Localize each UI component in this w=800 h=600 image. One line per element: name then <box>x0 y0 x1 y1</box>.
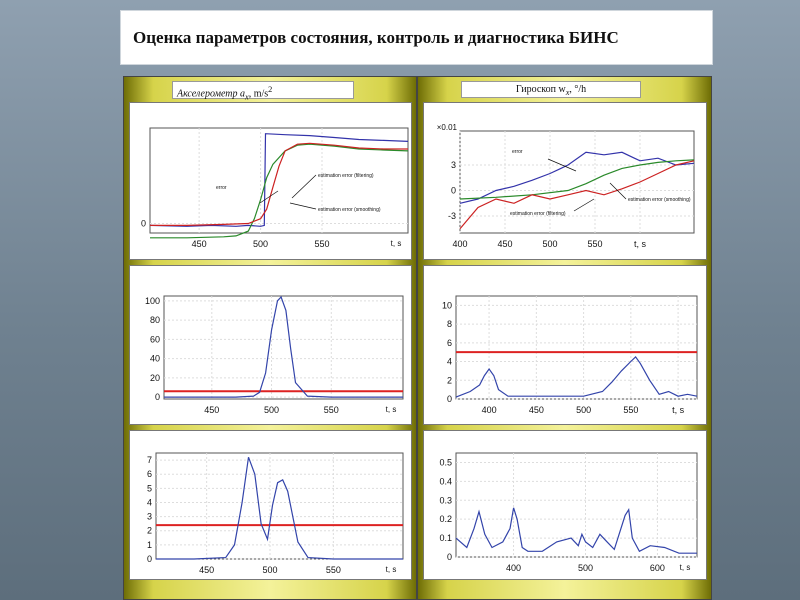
y-tick-label: 6 <box>146 469 152 480</box>
x-tick-label: 550 <box>325 565 341 575</box>
y-tick-label: 0.1 <box>439 533 452 544</box>
x-tick-label: 450 <box>528 405 544 415</box>
x-tick-label: 400 <box>481 405 497 415</box>
x-tick-label: 400 <box>452 239 468 249</box>
plot-frame <box>456 453 697 557</box>
gyroscope-column <box>417 76 712 600</box>
y-tick-label: 0 <box>146 554 152 564</box>
accelerometer-label-sup: 2 <box>268 85 273 94</box>
series-line-0 <box>156 457 403 559</box>
y-tick-label: 10 <box>441 300 452 311</box>
annotation-pointer <box>574 199 594 211</box>
x-tick-label: 400 <box>506 563 522 573</box>
annotation-error: error <box>512 149 523 155</box>
accel-diag1-panel <box>129 265 412 425</box>
accel-estimation-panel <box>129 102 412 260</box>
y-tick-label: 0.3 <box>439 495 452 506</box>
gyroscope-label-unit: , °/h <box>569 84 587 95</box>
plot-frame <box>150 128 408 233</box>
y-tick-label: 0.2 <box>439 514 452 525</box>
plot-frame <box>156 453 403 559</box>
y-scale-label: ×0.01 <box>436 123 457 132</box>
y-tick-label: 20 <box>149 372 160 383</box>
x-tick-label: 500 <box>262 565 278 575</box>
accel-diag2-panel <box>129 430 412 580</box>
x-tick-label: 550 <box>314 239 330 249</box>
x-tick-label: 500 <box>264 405 280 415</box>
series-line-0 <box>456 357 697 397</box>
y-tick-label: 3 <box>146 511 152 522</box>
gyro-diag2-panel <box>423 430 707 580</box>
series-line-2 <box>460 161 694 229</box>
slide-title-box <box>120 10 713 65</box>
gyroscope-label-name: Гироскоп w <box>515 84 566 95</box>
y-tick-label: 0 <box>140 218 146 229</box>
accelerometer-label-name: Акселерометр a <box>177 88 245 100</box>
x-tick-label: 450 <box>199 565 215 575</box>
y-tick-label: 0 <box>446 394 452 404</box>
y-tick-label: 6 <box>446 337 452 348</box>
annotation-smoothing: estimation error (smoothing) <box>318 207 381 213</box>
y-tick-label: 60 <box>149 334 160 345</box>
y-tick-label: 2 <box>446 375 452 386</box>
series-line-0 <box>456 508 697 553</box>
plot-frame <box>460 131 694 233</box>
series-line-2 <box>150 143 408 225</box>
x-tick-label: t, s <box>633 239 647 249</box>
accelerometer-label-unit: , m/s <box>248 88 269 100</box>
x-tick-label: 600 <box>649 563 665 573</box>
y-tick-label: 40 <box>149 353 160 364</box>
annotation-pointer <box>290 203 316 209</box>
y-tick-label: 0.4 <box>439 476 452 487</box>
gyro-diag1-panel <box>423 265 707 425</box>
x-tick-label: 500 <box>577 563 594 573</box>
y-tick-label: 7 <box>146 455 152 466</box>
x-tick-label: 500 <box>542 239 558 249</box>
plot-frame <box>164 296 403 399</box>
gyroscope-label <box>461 81 641 98</box>
y-tick-label: -3 <box>447 211 456 221</box>
gyro-estimation-panel <box>423 102 707 260</box>
x-axis-label: t, s <box>390 239 402 248</box>
y-tick-label: 0.5 <box>439 457 452 468</box>
plot-frame <box>456 296 697 399</box>
annotation-error: error <box>216 185 227 191</box>
x-tick-label: 500 <box>253 239 269 249</box>
annotation-filtering: estimation error (filtering) <box>318 173 374 179</box>
x-tick-label: 550 <box>623 405 639 415</box>
y-tick-label: 0 <box>154 392 160 403</box>
series-line-0 <box>164 297 403 397</box>
x-axis-label: t, s <box>679 563 691 572</box>
y-tick-label: 100 <box>144 295 160 306</box>
y-tick-label: 80 <box>149 315 160 326</box>
y-tick-label: 8 <box>446 319 452 330</box>
x-tick-label: 450 <box>497 239 513 249</box>
annotation-pointer <box>292 175 316 198</box>
x-tick-label: 450 <box>204 405 220 415</box>
y-tick-label: 4 <box>146 497 152 508</box>
y-tick-label: 0 <box>446 552 452 562</box>
x-axis-label: t, s <box>385 565 397 574</box>
x-tick-label: 550 <box>323 405 339 415</box>
gyroscope-label-sub: x <box>565 88 570 97</box>
annotation-filtering: estimation error (filtering) <box>510 211 566 217</box>
x-tick-label: 500 <box>576 405 592 415</box>
accelerometer-label-sub: x <box>244 92 249 102</box>
annotation-smoothing: estimation error (smoothing) <box>628 197 691 203</box>
y-tick-label: 0 <box>450 185 456 196</box>
accelerometer-label <box>172 81 354 102</box>
y-tick-label: 1 <box>146 539 152 550</box>
series-line-0 <box>460 152 694 203</box>
y-tick-label: 3 <box>450 160 456 170</box>
x-tick-label: 450 <box>191 239 207 249</box>
y-tick-label: 2 <box>146 525 152 536</box>
x-tick-label: 550 <box>587 239 603 249</box>
x-tick-label: t, s <box>672 405 685 415</box>
y-tick-label: 4 <box>446 356 452 367</box>
slide-title: Оценка параметров состояния, контроль и диагностика БИНС <box>133 28 619 47</box>
x-axis-label: t, s <box>385 405 397 414</box>
accelerometer-column <box>123 76 417 600</box>
y-tick-label: 5 <box>146 483 152 494</box>
